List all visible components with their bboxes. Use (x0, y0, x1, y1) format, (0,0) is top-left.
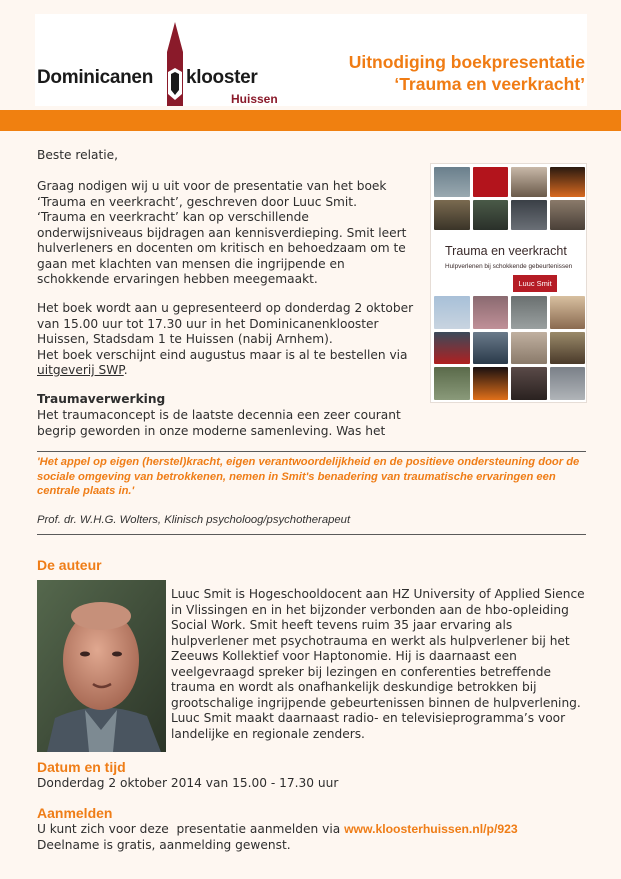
section-heading-auteur: De auteur (37, 557, 102, 573)
header (35, 14, 587, 106)
presentation-period: . (123, 363, 128, 377)
review-quote: 'Het appel op eigen (herstel)kracht, eigen verantwoordelijkheid en de positieve ondersteuning door de sociale omgeving van betrokkenen, nemen in Smit's benadering van traumatische ervaringen een centrale plaats in.' (37, 456, 580, 498)
cover-photo (511, 332, 547, 365)
logo[interactable] (35, 14, 285, 106)
cover-photo (511, 296, 547, 329)
cover-photo (434, 200, 470, 230)
registration-text (37, 822, 518, 853)
trauma-paragraph: Het traumaconcept is de laatste decennia een zeer courant begrip geworden in onze moderne samenleving. Was het (37, 408, 401, 438)
cover-photo (550, 167, 586, 197)
registration-intro: U kunt zich voor deze presentatie aanmelden via (37, 822, 345, 836)
cover-photo (511, 367, 547, 400)
page-title-line-1: Uitnodiging boekpresentatie (348, 52, 585, 72)
cover-photo (511, 200, 547, 230)
book-author-label: Luuc Smit (513, 275, 557, 292)
book-title: Trauma en veerkracht (445, 244, 567, 258)
presentation-order-text: Het boek verschijnt eind augustus maar is al te bestellen via (37, 347, 408, 362)
book-subtitle: Hulpverlenen bij schokkende gebeurtenissen (445, 263, 573, 270)
section-heading-datum: Datum en tijd (37, 759, 126, 775)
swp-publisher-link[interactable]: uitgeverij SWP (37, 363, 124, 377)
logo-word-dominicanen: Dominicanen (37, 67, 153, 88)
author-portrait-icon (37, 580, 166, 752)
page-title (349, 51, 585, 95)
registration-note: Deelname is gratis, aanmelding gewenst. (37, 837, 291, 852)
book-cover-photo-grid-top (434, 167, 585, 230)
cover-photo (434, 296, 470, 329)
cover-photo (473, 167, 509, 197)
cover-photo (473, 332, 509, 365)
cover-photo (473, 296, 509, 329)
divider-line (37, 451, 586, 452)
trauma-heading: Traumaverwerking (37, 392, 166, 406)
divider-line (37, 534, 586, 535)
cover-photo (550, 332, 586, 365)
author-photo (37, 580, 166, 752)
quote-attribution: Prof. dr. W.H.G. Wolters, Klinisch psycholoog/psychotherapeut (37, 514, 351, 526)
cover-photo (550, 367, 586, 400)
cover-photo (473, 367, 509, 400)
cover-photo (550, 296, 586, 329)
registration-link[interactable]: www.kloosterhuissen.nl/p/923 (344, 822, 518, 836)
cover-photo (511, 167, 547, 197)
cover-photo (434, 332, 470, 365)
book-cover[interactable] (430, 163, 587, 403)
cover-photo (434, 167, 470, 197)
section-heading-aanmelden: Aanmelden (37, 805, 113, 821)
cover-photo (550, 200, 586, 230)
presentation-paragraph (37, 301, 432, 379)
presentation-details: Het boek wordt aan u gepresenteerd op donderdag 2 oktober van 15.00 uur tot 17.30 uur in het Dominicanenklooster Huissen, Stadsdam 1 te Huissen (nabij Arnhem). (37, 301, 414, 346)
author-bio: Luuc Smit is Hogeschooldocent aan HZ University of Applied Sience in Vlissingen en in het bijzonder verbonden aan de hbo-opleiding Social Work. Smit heeft tevens ruim 35 jaar ervaring als hulpverlener met psychotrauma en werkt als hulpverlener bij het Zeeuws Kollektief voor Haptonomie. Hij is daarnaast een veelgevraagd spreker bij lezingen en conferenties betreffende trauma en wordt als onafhankelijk deskundige betrokken bij grootschalige ingrijpende gebeurtenissen binnen de hulpverlening. Luuc Smit maakt daarnaast radio- en televisieprogramma’s voor landelijke en regionale zenders. (171, 587, 585, 741)
logo-mark-icon (163, 22, 187, 106)
intro-paragraph: Graag nodigen wij u uit voor de presentatie van het boek ‘Trauma en veerkracht’, geschreven door Luuc Smit. ‘Trauma en veerkracht’ kan op verschillende onderwijsniveaus bijdragen aan kennisverdieping. Smit leert hulverleners en docenten om kritisch en behoedzaam om te gaan met klachten van mensen die ingrijpende en schokkende ervaringen hebben meegemaakt. (37, 179, 407, 286)
logo-subtitle-huissen: Huissen (231, 92, 278, 106)
event-date-time: Donderdag 2 oktober 2014 van 15.00 - 17.30 uur (37, 776, 339, 790)
book-cover-photo-grid-bottom (434, 296, 585, 400)
page-title-line-2: ‘Trauma en veerkracht’ (394, 74, 585, 94)
cover-photo (434, 367, 470, 400)
greeting: Beste relatie, (37, 148, 118, 162)
orange-divider-bar (0, 110, 621, 131)
logo-word-klooster: klooster (186, 67, 258, 88)
cover-photo (473, 200, 509, 230)
